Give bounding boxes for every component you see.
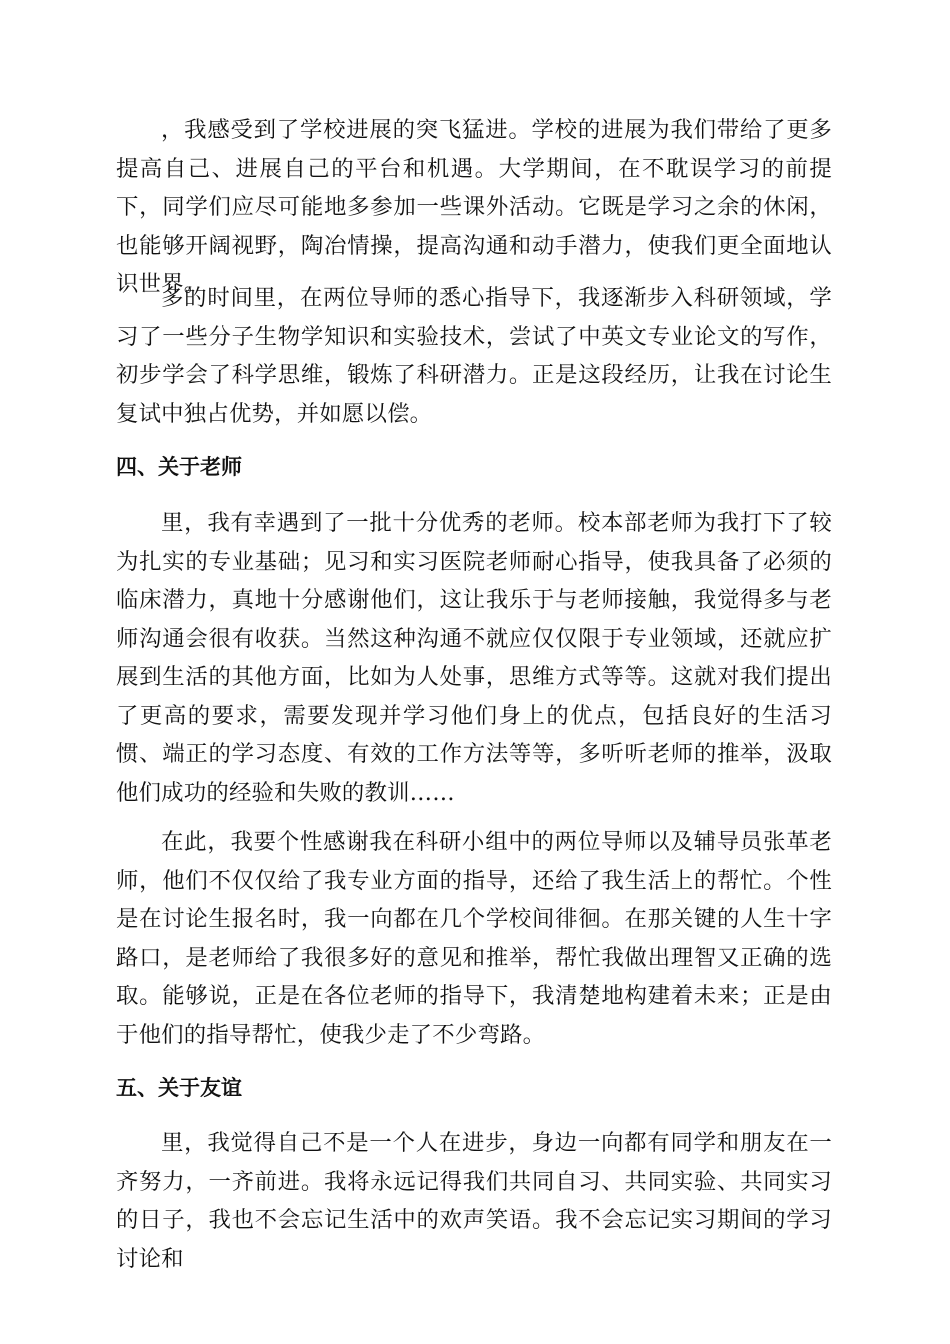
- paragraph-friendship: 里，我觉得自己不是一个人在进步，身边一向都有同学和朋友在一齐努力，一齐前进。我将永远记得我们共同自习、共同实验、共同实习的日子，我也不会忘记生活中的欢声笑语。我不会忘记实习期间的学习讨论和: [116, 1130, 832, 1272]
- paragraph-school-development: ，我感受到了学校进展的突飞猛进。学校的进展为我们带给了更多提高自己、进展自己的平台和机遇。大学期间，在不耽误学习的前提下，同学们应尽可能地多参加一些课外活动。它既是学习之余的休闲，也能够开阔视野，陶冶情操，提高沟通和动手潜力，使我们更全面地认识世界。: [116, 117, 832, 297]
- section-heading-teachers: 四、关于老师: [116, 455, 242, 479]
- paragraph-teachers: 里，我有幸遇到了一批十分优秀的老师。校本部老师为我打下了较为扎实的专业基础；见习和实习医院老师耐心指导，使我具备了必须的临床潜力，真地十分感谢他们，这让我乐于与老师接触，我觉得多与老师沟通会很有收获。当然这种沟通不就应仅仅限于专业领域，还就应扩展到生活的其他方面，比如为人处事，思维方式等等。这就对我们提出了更高的要求，需要发现并学习他们身上的优点，包括良好的生活习惯、端正的学习态度、有效的工作方法等等，多听听老师的推举，汲取他们成功的经验和失败的教训……: [116, 510, 832, 806]
- paragraph-research: 多的时间里，在两位导师的悉心指导下，我逐渐步入科研领域，学习了一些分子生物学知识和实验技术，尝试了中英文专业论文的写作，初步学会了科学思维，锻炼了科研潜力。正是这段经历，让我在讨论生复试中独占优势，并如愿以偿。: [116, 285, 832, 427]
- section-heading-friendship: 五、关于友谊: [116, 1076, 242, 1100]
- paragraph-thanks: 在此，我要个性感谢我在科研小组中的两位导师以及辅导员张革老师，他们不仅仅给了我专业方面的指导，还给了我生活上的帮忙。个性是在讨论生报名时，我一向都在几个学校间徘徊。在那关键的人生十字路口，是老师给了我很多好的意见和推举，帮忙我做出理智又正确的选取。能够说，正是在各位老师的指导下，我清楚地构建着未来；正是由于他们的指导帮忙，使我少走了不少弯路。: [116, 829, 832, 1048]
